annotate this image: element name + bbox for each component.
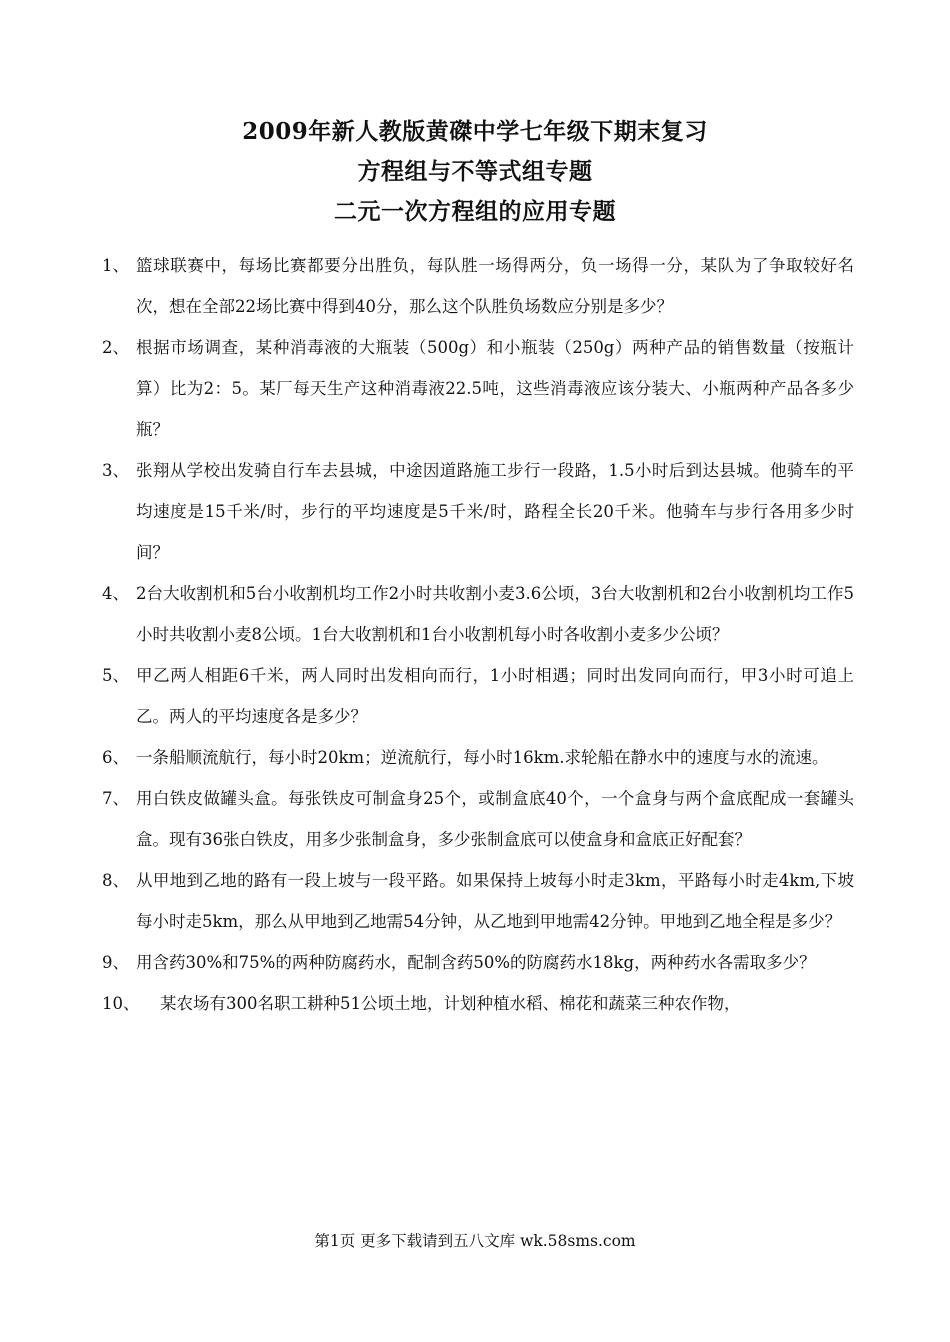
title-block	[0, 112, 950, 232]
question-text: 根据市场调查，某种消毒液的大瓶装（500g）和小瓶装（250g）两种产品的销售数量（按瓶计算）比为2：5。某厂每天生产这种消毒液22.5吨，这些消毒液应该分装大、小瓶两种产品各多少瓶？	[136, 338, 854, 439]
section-title: 二元一次方程组的应用专题	[334, 198, 616, 225]
question-text: 某农场有300名职工耕种51公顷土地，计划种植水稻、棉花和蔬菜三种农作物，	[160, 994, 741, 1013]
question-text: 篮球联赛中，每场比赛都要分出胜负，每队胜一场得两分，负一场得一分，某队为了争取较好名次，想在全部22场比赛中得到40分，那么这个队胜负场数应分别是多少？	[136, 256, 854, 316]
question-text: 一条船顺流航行，每小时20km；逆流航行，每小时16km.求轮船在静水中的速度与水的流速。	[136, 748, 829, 767]
question-number: 1、	[102, 256, 129, 275]
document-subtitle: 方程组与不等式组专题	[357, 158, 593, 185]
question-list	[102, 245, 854, 1024]
question-item	[102, 737, 854, 778]
question-text: 甲乙两人相距6千米，两人同时出发相向而行，1小时相遇；同时出发同向而行，甲3小时可追上乙。两人的平均速度各是多少？	[136, 666, 854, 726]
question-item	[102, 983, 854, 1024]
question-text: 张翔从学校出发骑自行车去县城，中途因道路施工步行一段路，1.5小时后到达县城。他骑车的平均速度是15千米/时，步行的平均速度是5千米/时，路程全长20千米。他骑车与步行各用多少时间？	[136, 461, 854, 562]
question-number: 6、	[102, 748, 129, 767]
question-item	[102, 450, 854, 573]
question-number: 7、	[102, 789, 129, 808]
question-number: 4、	[102, 584, 129, 603]
question-text: 用含药30%和75%的两种防腐药水，配制含药50%的防腐药水18kg，两种药水各需取多少？	[136, 953, 816, 972]
question-number: 5、	[102, 666, 129, 685]
question-item	[102, 573, 854, 655]
question-number: 3、	[102, 461, 129, 480]
question-item	[102, 860, 854, 942]
question-text: 从甲地到乙地的路有一段上坡与一段平路。如果保持上坡每小时走3km，平路每小时走4km,下坡每小时走5km，那么从甲地到乙地需54分钟，从乙地到甲地需42分钟。甲地到乙地全程是多少？	[136, 871, 854, 931]
question-item	[102, 655, 854, 737]
page-footer: 第1页 更多下载请到五八文库 wk.58sms.com	[314, 1232, 636, 1250]
question-item	[102, 778, 854, 860]
question-text: 用白铁皮做罐头盒。每张铁皮可制盒身25个，或制盒底40个，一个盒身与两个盒底配成一套罐头盒。现有36张白铁皮，用多少张制盒身，多少张制盒底可以使盒身和盒底正好配套？	[136, 789, 854, 849]
document-title: 2009年新人教版黄磔中学七年级下期末复习	[242, 118, 708, 145]
question-text: 2台大收割机和5台小收割机均工作2小时共收割小麦3.6公顷，3台大收割机和2台小收割机均工作5小时共收割小麦8公顷。1台大收割机和1台小收割机每小时各收割小麦多少公顷？	[136, 584, 854, 644]
question-item	[102, 327, 854, 450]
question-item	[102, 245, 854, 327]
question-number: 8、	[102, 871, 129, 890]
question-number: 9、	[102, 953, 129, 972]
question-number: 10、	[102, 994, 140, 1013]
question-number: 2、	[102, 338, 129, 357]
question-item	[102, 942, 854, 983]
